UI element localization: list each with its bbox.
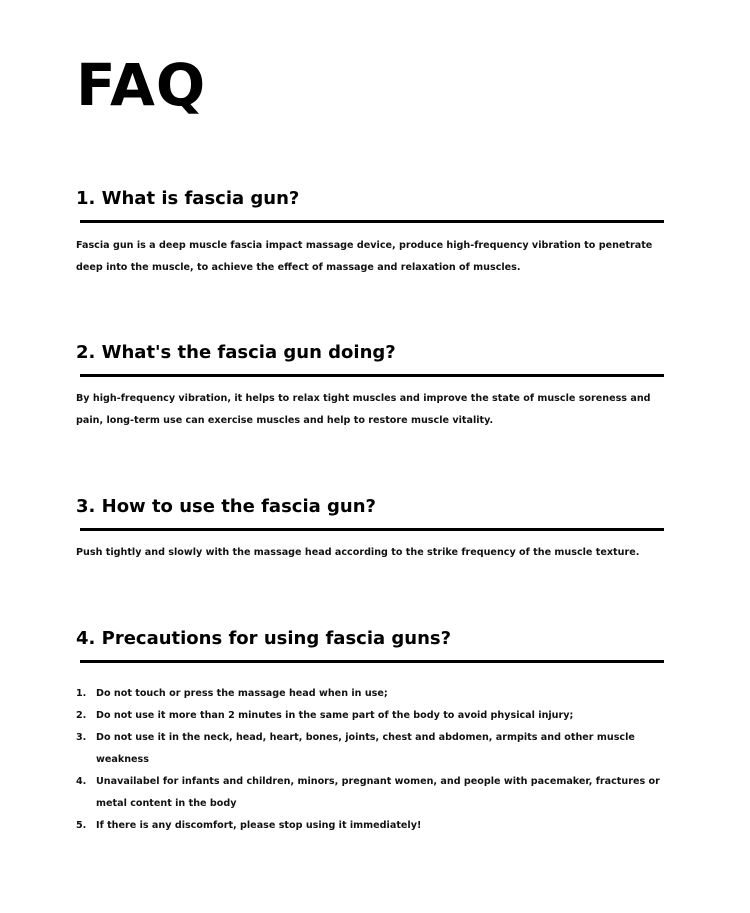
list-item-number: 3. — [76, 732, 87, 743]
list-item — [76, 705, 676, 727]
faq-section-4 — [76, 628, 666, 837]
list-item-number: 5. — [76, 820, 87, 831]
list-item-text: Do not use it more than 2 minutes in the same part of the body to avoid physical injury; — [96, 710, 574, 721]
list-item — [76, 727, 676, 771]
list-item — [76, 683, 676, 705]
list-item-number: 2. — [76, 710, 87, 721]
question-heading: 1. What is fascia gun? — [76, 188, 300, 209]
page-title: FAQ — [76, 51, 207, 119]
list-item-number: 1. — [76, 688, 87, 699]
list-item-number: 4. — [76, 776, 87, 787]
answer-text: By high-frequency vibration, it helps to relax tight muscles and improve the state of muscle soreness and pain, long-term use can exercise muscles and help to restore muscle vitality. — [76, 393, 651, 426]
faq-section-2 — [76, 342, 666, 432]
answer-text: Push tightly and slowly with the massage head according to the strike frequency of the muscle texture. — [76, 547, 640, 558]
list-item-text: Do not touch or press the massage head when in use; — [96, 688, 388, 699]
faq-section-3 — [76, 496, 666, 564]
precautions-list — [76, 683, 676, 837]
list-item-text: Unavailabel for infants and children, minors, pregnant women, and people with pacemaker, fractures or metal content in the body — [96, 776, 660, 809]
answer-text: Fascia gun is a deep muscle fascia impact massage device, produce high-frequency vibration to penetrate deep into the muscle, to achieve the effect of massage and relaxation of muscles. — [76, 240, 653, 273]
list-item-text: Do not use it in the neck, head, heart, bones, joints, chest and abdomen, armpits and other muscle weakness — [96, 732, 635, 765]
question-heading: 4. Precautions for using fascia guns? — [76, 628, 452, 649]
faq-section-1 — [76, 188, 666, 279]
heading-divider — [80, 528, 664, 531]
list-item — [76, 815, 676, 837]
list-item-text: If there is any discomfort, please stop using it immediately! — [96, 820, 422, 831]
question-heading: 2. What's the fascia gun doing? — [76, 342, 396, 363]
heading-divider — [80, 374, 664, 377]
question-heading: 3. How to use the fascia gun? — [76, 496, 376, 517]
list-item — [76, 771, 676, 815]
heading-divider — [80, 220, 664, 223]
heading-divider — [80, 660, 664, 663]
